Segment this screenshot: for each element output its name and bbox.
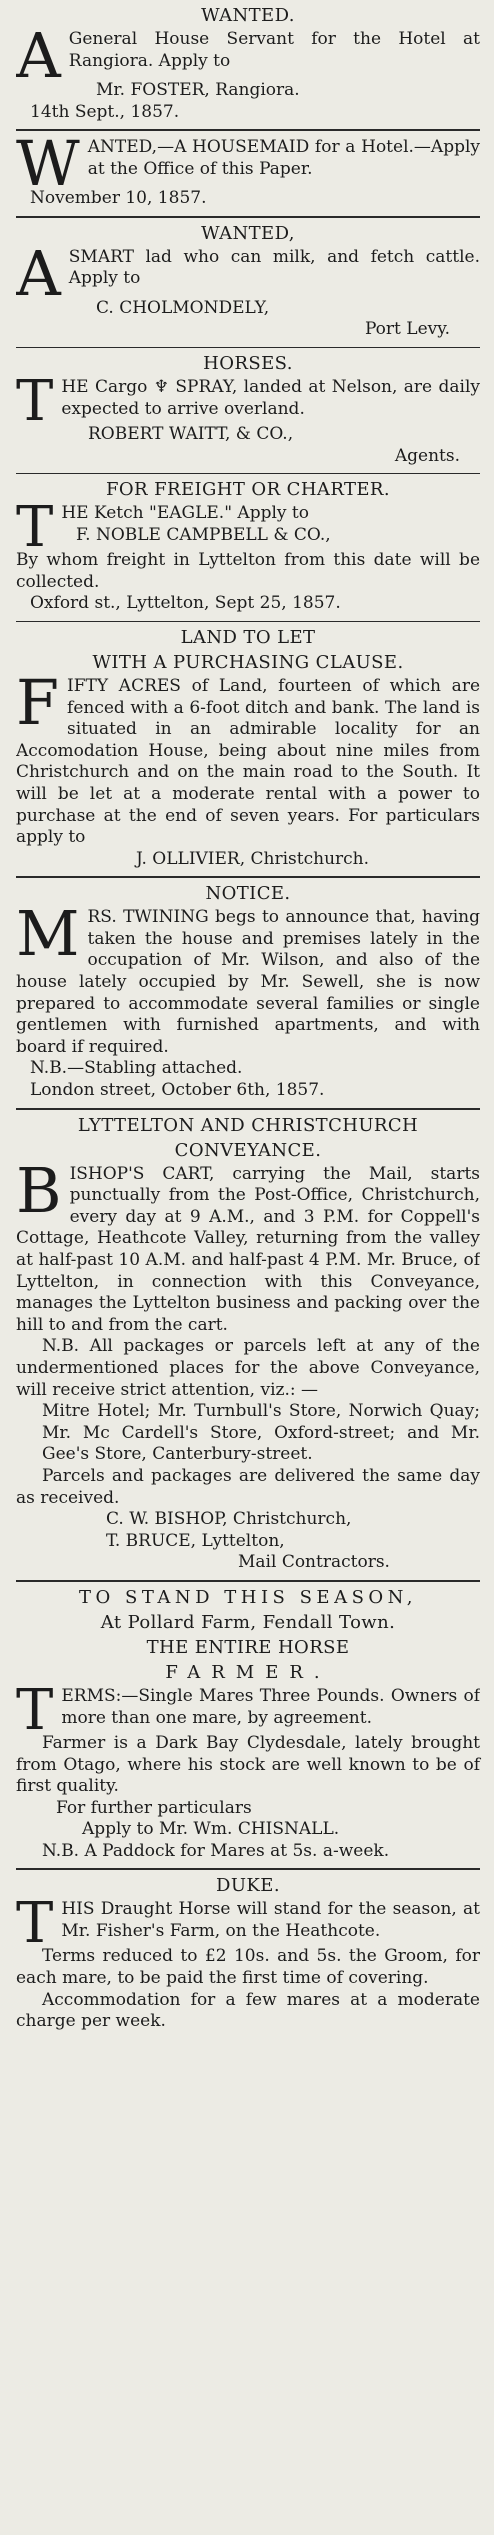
drop-cap: B	[16, 1163, 62, 1227]
column-rule	[16, 621, 480, 622]
ad-heading: NOTICE.	[205, 883, 291, 905]
drop-cap: W	[16, 137, 80, 189]
ad-heading: LYTTELTON AND CHRISTCHURCH	[77, 1114, 419, 1136]
column-rule	[16, 473, 480, 474]
ad-accommodation: Accommodation for a few mares at a moderate charge per week.	[16, 1989, 480, 2032]
ad-body-block	[16, 247, 480, 298]
ad-date: November 10, 1857.	[30, 188, 207, 209]
ad-body: SMART lad who can milk, and fetch cattle. Apply to	[68, 246, 480, 289]
ad-signature: C. CHOLMONDELY,	[96, 297, 270, 318]
ad-parcels: Parcels and packages are delivered the same day as received.	[16, 1465, 480, 1508]
ad-signature-role: Agents.	[394, 445, 460, 466]
ad-farmer-horse	[16, 1586, 480, 1863]
ad-heading: HORSES.	[203, 352, 293, 374]
column-rule	[16, 347, 480, 348]
ad-body: HE Ketch "EAGLE." Apply to	[61, 503, 309, 524]
ad-signature: C. W. BISHOP, Christchurch,	[106, 1509, 352, 1530]
ad-description: Farmer is a Dark Bay Clydesdale, lately brought from Otago, where his stock are well known to be of first quality.	[16, 1732, 480, 1797]
drop-cap: T	[16, 1685, 54, 1733]
ad-wanted-housemaid	[16, 137, 480, 210]
column-rule	[16, 216, 480, 218]
ad-signature: ROBERT WAITT, & CO.,	[88, 423, 294, 444]
ad-heading: WANTED.	[201, 5, 295, 26]
ad-agent: F. NOBLE CAMPBELL & CO.,	[76, 524, 331, 545]
ad-body: HE Cargo ♆ SPRAY, landed at Nelson, are daily expected to arrive overland.	[61, 376, 480, 419]
ad-land-to-let	[16, 626, 480, 870]
ad-nb: N.B.—Stabling attached.	[30, 1058, 243, 1079]
ad-signature: Mr. FOSTER, Rangiora.	[96, 80, 300, 100]
ad-heading: TO STAND THIS SEASON,	[79, 1586, 417, 1608]
ad-body: ISHOP'S CART, carrying the Mail, starts punctually from the Post-Office, Christchurch, every day at 9 A.M., and 3 P.M. for Coppell's Cottage, Heathcote Valley, returning from the valley at half-past 10 A.M. and half-past 4 P.M. Mr. Bruce, of Lyttelton, in connection with this Conveyance, manages the Lyttelton business and packing over the hill to and from the cart.	[16, 1163, 480, 1335]
drop-cap: T	[16, 1899, 54, 1947]
ad-signature-place: Port Levy.	[364, 319, 450, 340]
ad-terms: Terms reduced to £2 10s. and 5s. the Groom, for each mare, to be paid the first time of covering.	[16, 1946, 480, 1989]
ad-nb: N.B. A Paddock for Mares at 5s. a-week.	[42, 1840, 390, 1861]
drop-cap: A	[16, 246, 61, 298]
ad-notice-twining	[16, 882, 480, 1101]
ad-freight-charter	[16, 478, 480, 615]
ad-heading: WANTED,	[201, 222, 295, 244]
ad-body-continued: By whom freight in Lyttelton from this date will be collected.	[16, 550, 480, 592]
column-rule	[16, 1108, 480, 1110]
ad-body: ANTED,—A HOUSEMAID for a Hotel.—Apply at the Office of this Paper.	[87, 137, 480, 179]
ad-signature-role: Mail Contractors.	[238, 1552, 390, 1573]
ad-body: IFTY ACRES of Land, fourteen of which are fenced with a 6-foot ditch and bank. The land is situated in an admirable locality for an Accomodation House, being about nine miles from Christchurch and on the main road to the South. It will be let at a moderate rental with a power to purchase at the end of seven years. For particulars apply to	[16, 675, 480, 848]
ad-body-block	[16, 137, 480, 188]
ad-wanted-smart-lad	[16, 222, 480, 341]
ad-signature: T. BRUCE, Lyttelton,	[106, 1530, 285, 1551]
ad-subheading: CONVEYANCE.	[174, 1139, 322, 1161]
ad-horse-name: FARMER.	[165, 1661, 331, 1683]
ad-body-block	[16, 377, 480, 424]
drop-cap: A	[16, 29, 61, 80]
ad-subheading: THE ENTIRE HORSE	[146, 1636, 350, 1658]
ad-date: 14th Sept., 1857.	[30, 101, 180, 122]
column-rule	[16, 1868, 480, 1870]
ad-body-block	[16, 1899, 480, 1946]
ad-signature: J. OLLIVIER, Christchurch.	[136, 848, 370, 869]
ad-apply: Apply to Mr. Wm. CHISNALL.	[82, 1819, 340, 1840]
ad-heading: FOR FREIGHT OR CHARTER.	[106, 479, 390, 501]
ad-body: General House Servant for the Hotel at Rangiora. Apply to	[68, 29, 480, 71]
ad-body-block	[16, 676, 480, 849]
ad-body-block	[16, 503, 480, 550]
ad-body: ERMS:—Single Mares Three Pounds. Owners of more than one mare, by agreement.	[61, 1685, 480, 1728]
ad-body: HIS Draught Horse will stand for the season, at Mr. Fisher's Farm, on the Heathcote.	[61, 1899, 480, 1942]
ad-subheading: WITH A PURCHASING CLAUSE.	[92, 651, 404, 673]
ad-body-block	[16, 29, 480, 80]
column-rule	[16, 1580, 480, 1582]
ad-subheading: At Pollard Farm, Fendall Town.	[100, 1611, 396, 1633]
ad-wanted-house-servant	[16, 4, 480, 123]
ad-heading: LAND TO LET	[180, 626, 316, 648]
drop-cap: T	[16, 503, 54, 551]
ad-body: RS. TWINING begs to announce that, having taken the house and premises lately in the occupation of Mr. Wilson, and also of the house lately occupied by Mr. Sewell, she is now prepared to accommodate several families or single gentlemen with furnished apartments, and with board if required.	[16, 907, 480, 1057]
drop-cap: F	[16, 675, 60, 739]
ad-date: Oxford st., Lyttelton, Sept 25, 1857.	[30, 593, 341, 614]
ad-places: Mitre Hotel; Mr. Turnbull's Store, Norwich Quay; Mr. Mc Cardell's Store, Oxford-street; and Mr. Gee's Store, Canterbury-street.	[42, 1401, 480, 1465]
ad-duke-horse	[16, 1874, 480, 2032]
ad-date: London street, October 6th, 1857.	[30, 1080, 325, 1101]
ad-nb: N.B. All packages or parcels left at any of the undermentioned places for the above Conveyance, will receive strict attention, viz.: —	[16, 1336, 480, 1400]
ad-body-block	[16, 1686, 480, 1733]
drop-cap: T	[16, 376, 54, 424]
ad-conveyance	[16, 1114, 480, 1574]
drop-cap: M	[16, 907, 80, 971]
ad-body-block	[16, 907, 480, 1058]
ad-heading: DUKE.	[216, 1875, 280, 1897]
ad-further: For further particulars	[56, 1797, 252, 1818]
ad-body-block	[16, 1164, 480, 1337]
ad-horses	[16, 352, 480, 467]
column-rule	[16, 876, 480, 878]
column-rule	[16, 129, 480, 131]
